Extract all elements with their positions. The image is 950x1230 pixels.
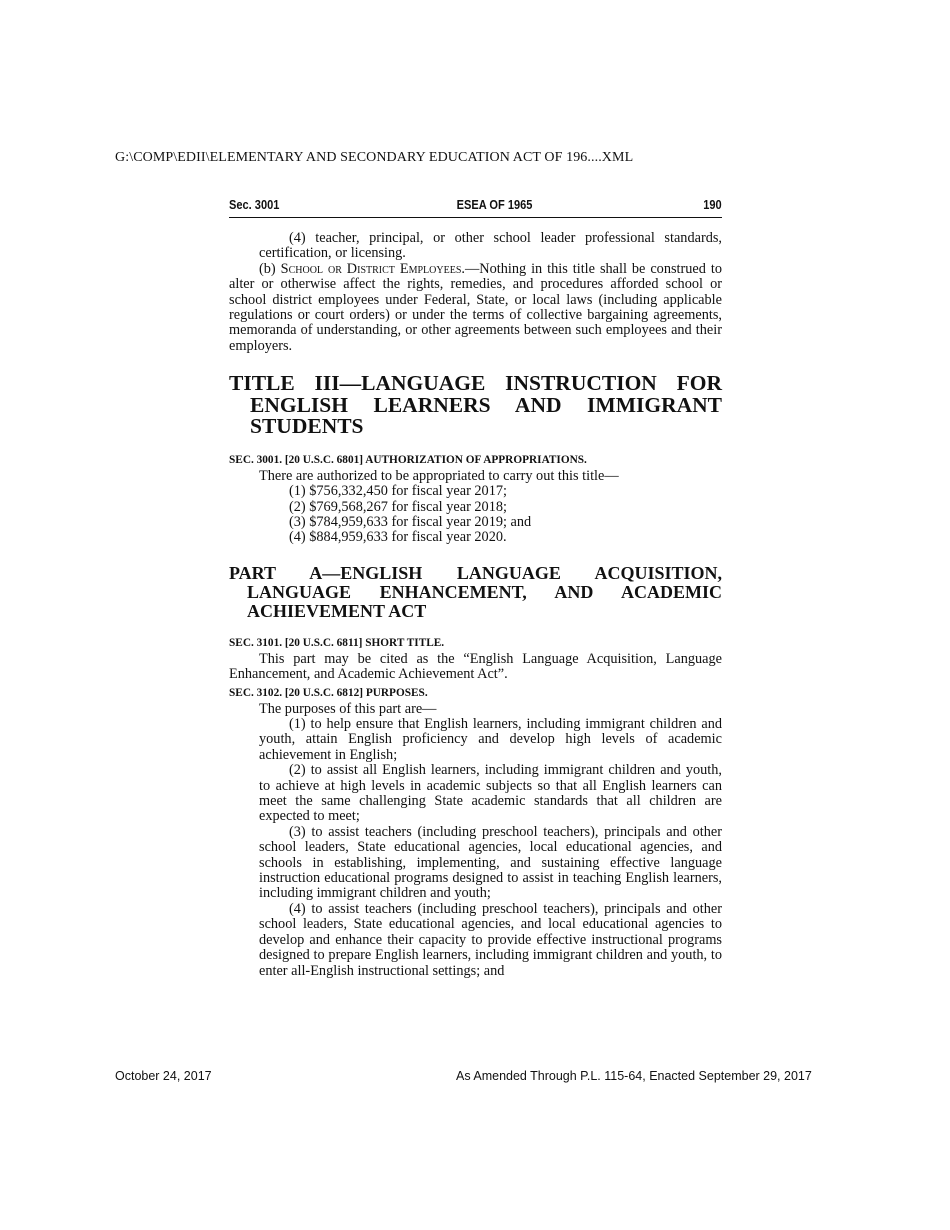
sec-3102-item-2: (2) to assist all English learners, including immigrant children and youth, to achieve at high levels in academic subjects so that all English learners can meet the same challenging State academic standards that all children are expected to meet; (259, 762, 722, 825)
subsection-b-text: .—Nothing in this title shall be construed to alter or otherwise affect the rights, remedies, and procedures afforded school or school district employees under Federal, State, or local laws (including applicable regulations or court orders) or under the terms of collective bargaining agreements, memoranda of understanding, or other agreements between such employees and their employers. (229, 260, 722, 354)
running-head-act: ESEA OF 1965 (456, 197, 533, 212)
title-heading: TITLE III—LANGUAGE INSTRUCTION FOR ENGLISH LEARNERS AND IMMIGRANT STUDENTS (229, 371, 722, 439)
sec-3001-intro: There are authorized to be appropriated to carry out this title— (259, 467, 619, 484)
page-number: 190 (703, 197, 722, 212)
sec-3001-item-3: (3) $784,959,633 for fiscal year 2019; and (289, 513, 532, 530)
subsection-b (229, 262, 722, 354)
sec-3001-item-4: (4) $884,959,633 for fiscal year 2020. (289, 529, 507, 546)
footer-date: October 24, 2017 (115, 1069, 212, 1083)
part-a-heading: PART A—ENGLISH LANGUAGE ACQUISITION, LANGUAGE ENHANCEMENT, AND ACADEMIC ACHIEVEMENT ACT (229, 562, 722, 621)
sec-3001-item-2: (2) $769,568,267 for fiscal year 2018; (289, 498, 507, 515)
file-path-header: G:\COMP\EDII\ELEMENTARY AND SECONDARY EDUCATION ACT OF 196....XML (115, 150, 634, 165)
sec-3101-text: This part may be cited as the “English Language Acquisition, Language Enhancement, and Academic Achievement Act”. (229, 650, 722, 683)
running-head-section: Sec. 3001 (229, 197, 280, 212)
sec-3102-item-3: (3) to assist teachers (including preschool teachers), principals and other school leaders, State educational agencies, local educational agencies, and schools in establishing, implementing, and sustaining effective language instruction educational programs designed to assist in teaching English learners, including immigrant children and youth; (259, 823, 722, 902)
subsection-b-heading: School or District Employees (280, 260, 462, 277)
footer-amended-note: As Amended Through P.L. 115-64, Enacted September 29, 2017 (456, 1069, 812, 1083)
sec-3001-item-1: (1) $756,332,450 for fiscal year 2017; (289, 483, 507, 500)
page-body (229, 231, 722, 979)
sec-3102-item-4: (4) to assist teachers (including preschool teachers), principals and other school leaders, State educational agencies, and local educational agencies to develop and enhance their capacity to provide effective instructional programs designed to prepare English learners, including immigrant children and youth, to enter all-English instructional settings; and (259, 900, 722, 979)
sec-3101-heading: SEC. 3101. [20 U.S.C. 6811] SHORT TITLE. (229, 636, 445, 649)
sec-3102-intro: The purposes of this part are— (259, 700, 437, 717)
running-head (229, 197, 722, 218)
sec-3102-heading: SEC. 3102. [20 U.S.C. 6812] PURPOSES. (229, 686, 428, 699)
sec-3102-item-1: (1) to help ensure that English learners, including immigrant children and youth, attain English proficiency and develop high levels of academic achievement in English; (259, 716, 722, 763)
sec-3001-heading: SEC. 3001. [20 U.S.C. 6801] AUTHORIZATION OF APPROPRIATIONS. (229, 453, 587, 466)
subsection-b-label: (b) (259, 260, 281, 277)
paragraph-item-4: (4) teacher, principal, or other school leader professional standards, certification, or licensing. (259, 230, 722, 262)
